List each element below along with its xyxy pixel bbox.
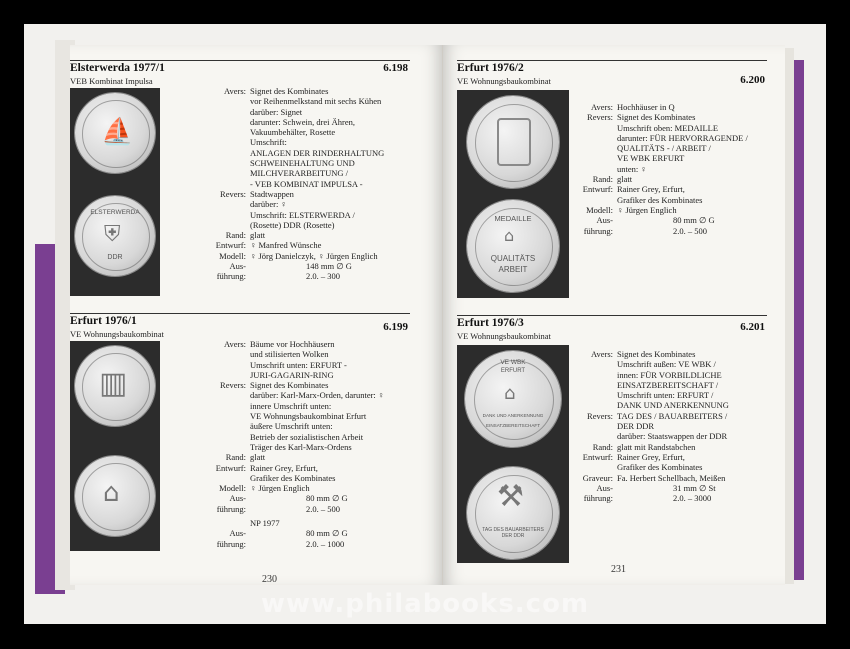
detail-row bbox=[200, 349, 384, 359]
detail-value: innen: FÜR VORBILDLICHE bbox=[617, 369, 722, 380]
detail-label bbox=[200, 137, 250, 147]
coin-inscription: TAG DES BAUARBEITERS DER DDR bbox=[482, 527, 544, 539]
detail-row bbox=[200, 220, 384, 230]
detail-label bbox=[200, 518, 250, 528]
detail-value: darüber: Staatswappen der DDR bbox=[617, 431, 728, 442]
detail-value: Umschrift unten: ERFURT - bbox=[250, 359, 347, 370]
coin-inscription: ERFURT bbox=[500, 368, 526, 374]
detail-row bbox=[200, 401, 384, 411]
detail-label: Avers: bbox=[223, 86, 246, 96]
detail-row bbox=[200, 210, 384, 220]
detail-value: 80 mm ∅ G bbox=[306, 493, 348, 504]
detail-row bbox=[200, 251, 384, 261]
detail-value: 80 mm ∅ G bbox=[306, 528, 348, 539]
detail-label bbox=[200, 158, 250, 168]
entry-subtitle: VEB Kombinat Impulsa bbox=[70, 76, 153, 86]
header-rule bbox=[70, 313, 410, 314]
detail-row bbox=[200, 473, 384, 483]
detail-value: EINSATZBEREITSCHAFT / bbox=[617, 379, 719, 390]
detail-row bbox=[567, 400, 729, 410]
coin-inscription: VE WBK bbox=[500, 359, 526, 366]
coin-reverse bbox=[75, 456, 155, 536]
detail-label bbox=[200, 349, 250, 359]
detail-row bbox=[567, 370, 729, 380]
detail-value: Umschrift: ELSTERWERDA / bbox=[250, 209, 355, 220]
detail-label bbox=[200, 370, 250, 380]
detail-row bbox=[200, 452, 384, 462]
entry-details bbox=[567, 349, 729, 503]
detail-row bbox=[200, 148, 384, 158]
detail-value: darunter: FÜR HERVORRAGENDE / bbox=[617, 132, 748, 143]
ship-icon: ⛵ bbox=[101, 117, 134, 147]
detail-row bbox=[200, 86, 384, 96]
detail-row bbox=[567, 123, 748, 133]
detail-label bbox=[200, 360, 250, 370]
detail-label bbox=[567, 431, 617, 441]
detail-value: - VEB KOMBINAT IMPULSA - bbox=[250, 178, 363, 189]
detail-row bbox=[567, 380, 729, 390]
detail-row bbox=[567, 349, 729, 359]
detail-label bbox=[567, 370, 617, 380]
entry-title: Erfurt 1976/2 bbox=[457, 62, 524, 74]
detail-value: MILCHVERARBEITUNG / bbox=[250, 168, 348, 179]
entry-number: 6.198 bbox=[383, 62, 408, 74]
detail-label: führung: bbox=[216, 271, 246, 282]
coin-inscription: ARBEIT bbox=[498, 265, 528, 274]
detail-label bbox=[567, 400, 617, 410]
building-icon: ▥ bbox=[99, 366, 128, 401]
entry-title: Erfurt 1976/3 bbox=[457, 317, 524, 329]
detail-label: Revers: bbox=[220, 188, 246, 199]
detail-row bbox=[200, 339, 384, 349]
detail-row bbox=[200, 158, 384, 168]
entry-subtitle: VE Wohnungsbaukombinat bbox=[457, 331, 551, 341]
detail-value: VE Wohnungsbaukombinat Erfurt bbox=[250, 411, 367, 422]
coin-inscription: DANK UND ANERKENNUNG bbox=[482, 413, 544, 418]
coin-inscription: QUALITÄTS bbox=[490, 254, 536, 263]
detail-label bbox=[567, 153, 617, 163]
detail-row bbox=[200, 360, 384, 370]
detail-value: darüber: Signet bbox=[250, 106, 303, 117]
detail-row bbox=[200, 463, 384, 473]
detail-value: Betrieb der sozialistischen Arbeit bbox=[250, 431, 364, 442]
coin-inscription: DDR bbox=[107, 254, 123, 261]
detail-value: Fa. Herbert Schellbach, Meißen bbox=[617, 472, 726, 483]
detail-value: 2.0. – 300 bbox=[306, 271, 340, 282]
detail-label: Avers: bbox=[590, 102, 613, 112]
detail-row bbox=[567, 452, 729, 462]
page-number: 231 bbox=[611, 564, 626, 575]
catalog-entry bbox=[457, 315, 767, 570]
detail-row bbox=[200, 504, 384, 514]
coin-obverse bbox=[75, 346, 155, 426]
detail-row bbox=[200, 127, 384, 137]
entry-title: Erfurt 1976/1 bbox=[70, 315, 137, 327]
detail-row bbox=[200, 493, 384, 503]
detail-label: Avers: bbox=[223, 339, 246, 349]
detail-label: Aus- bbox=[596, 482, 613, 493]
detail-value: Umschrift unten: ERFURT / bbox=[617, 390, 714, 401]
detail-value: glatt bbox=[250, 230, 266, 241]
detail-row bbox=[200, 199, 384, 209]
detail-value: und stilisierten Wolken bbox=[250, 349, 329, 360]
coin-inscription: MEDAILLE bbox=[494, 214, 532, 223]
detail-row bbox=[200, 483, 384, 493]
detail-value: glatt bbox=[617, 174, 633, 185]
detail-label: Graveur: bbox=[582, 472, 613, 483]
detail-value: vor Reihenmelkstand mit sechs Kühen bbox=[250, 96, 382, 107]
coin-photo-panel bbox=[457, 90, 569, 298]
detail-row bbox=[567, 112, 748, 122]
detail-row bbox=[567, 184, 748, 194]
detail-value: äußere Umschrift unten: bbox=[250, 421, 333, 432]
detail-label: Rand: bbox=[592, 441, 613, 452]
detail-label bbox=[567, 421, 617, 431]
detail-value: Vakuumbehälter, Rosette bbox=[250, 127, 336, 138]
detail-row bbox=[567, 442, 729, 452]
detail-value: ♀ Jürgen Englich bbox=[250, 483, 310, 494]
catalog-entry bbox=[457, 60, 767, 315]
detail-label bbox=[200, 220, 250, 230]
detail-value: ♀ Manfred Wünsche bbox=[250, 240, 322, 251]
detail-value: 2.0. – 500 bbox=[673, 225, 707, 236]
detail-label bbox=[200, 210, 250, 220]
header-rule bbox=[457, 315, 767, 316]
detail-value: 2.0. – 1000 bbox=[306, 538, 345, 549]
coin-obverse bbox=[75, 93, 155, 173]
entry-title: Elsterwerda 1977/1 bbox=[70, 62, 165, 74]
detail-value: 2.0. – 3000 bbox=[673, 493, 712, 504]
detail-value: Rainer Grey, Erfurt, bbox=[617, 184, 685, 195]
detail-row bbox=[200, 380, 384, 390]
entry-subtitle: VE Wohnungsbaukombinat bbox=[70, 329, 164, 339]
header-rule bbox=[457, 60, 767, 61]
detail-label bbox=[200, 432, 250, 442]
detail-label bbox=[200, 199, 250, 209]
detail-value: innere Umschrift unten: bbox=[250, 400, 332, 411]
detail-row bbox=[567, 431, 729, 441]
coin-photo-panel bbox=[70, 88, 160, 296]
detail-label bbox=[567, 164, 617, 174]
detail-row bbox=[200, 432, 384, 442]
detail-value: ♀ Jürgen Englich bbox=[617, 204, 677, 215]
detail-row bbox=[200, 528, 384, 538]
detail-row bbox=[567, 473, 729, 483]
detail-value: TAG DES / BAUARBEITERS / bbox=[617, 410, 728, 421]
coin-obverse bbox=[465, 351, 561, 447]
detail-value: darüber: Karl-Marx-Orden, darunter: ♀ bbox=[250, 390, 385, 401]
catalog-entry bbox=[70, 313, 410, 573]
detail-label: Revers: bbox=[587, 410, 613, 421]
detail-label: Rand: bbox=[225, 230, 246, 241]
coin-photo-panel bbox=[457, 345, 569, 563]
detail-label bbox=[200, 148, 250, 158]
detail-label bbox=[200, 473, 250, 483]
detail-label bbox=[200, 127, 250, 137]
detail-value: darunter: Schwein, drei Ähren, bbox=[250, 116, 356, 127]
detail-label: Aus- bbox=[596, 215, 613, 226]
detail-value: Träger des Karl-Marx-Ordens bbox=[250, 441, 352, 452]
detail-label bbox=[567, 390, 617, 400]
detail-value: glatt bbox=[250, 452, 266, 463]
detail-row bbox=[200, 230, 384, 240]
detail-label bbox=[567, 462, 617, 472]
detail-row bbox=[200, 370, 384, 380]
detail-row bbox=[200, 421, 384, 431]
detail-label: Rand: bbox=[225, 452, 246, 463]
detail-label: führung: bbox=[583, 225, 613, 236]
detail-value: 80 mm ∅ G bbox=[673, 215, 715, 226]
coin-reverse bbox=[75, 196, 155, 276]
detail-value: Umschrift: bbox=[250, 137, 287, 148]
detail-row bbox=[200, 442, 384, 452]
coin-inscription: EINSATZBEREITSCHAFT bbox=[485, 423, 541, 428]
detail-value: Rainer Grey, Erfurt, bbox=[617, 451, 685, 462]
detail-label bbox=[567, 380, 617, 390]
detail-row bbox=[567, 205, 748, 215]
right-page bbox=[443, 45, 785, 585]
detail-row bbox=[567, 153, 748, 163]
detail-label bbox=[200, 442, 250, 452]
detail-value: DER DDR bbox=[617, 421, 655, 432]
detail-value: Signet des Kombinates bbox=[617, 112, 696, 123]
detail-value: Grafiker des Kombinates bbox=[250, 472, 336, 483]
detail-label: Modell: bbox=[219, 483, 246, 494]
coin-obverse bbox=[467, 96, 559, 188]
detail-row bbox=[567, 483, 729, 493]
detail-label: führung: bbox=[583, 493, 613, 504]
detail-row bbox=[567, 411, 729, 421]
detail-label: führung: bbox=[216, 538, 246, 549]
detail-value: SCHWEINEHALTUNG UND bbox=[250, 158, 355, 169]
q-symbol-icon bbox=[497, 118, 531, 166]
header-rule bbox=[70, 60, 410, 61]
detail-label: Entwurf: bbox=[215, 240, 246, 251]
detail-label bbox=[200, 96, 250, 106]
detail-row bbox=[567, 493, 729, 503]
detail-value: DANK UND ANERKENNUNG bbox=[617, 400, 729, 411]
detail-label bbox=[200, 107, 250, 117]
detail-row bbox=[567, 174, 748, 184]
entry-number: 6.199 bbox=[383, 321, 408, 333]
coin-reverse bbox=[467, 467, 559, 559]
detail-row bbox=[567, 226, 748, 236]
detail-row bbox=[200, 179, 384, 189]
detail-label: Revers: bbox=[587, 112, 613, 123]
detail-row bbox=[200, 107, 384, 117]
detail-label: Revers: bbox=[220, 380, 246, 391]
detail-label bbox=[200, 390, 250, 400]
detail-row bbox=[567, 462, 729, 472]
signet-icon: ⌂ bbox=[103, 478, 120, 508]
detail-value: ANLAGEN DER RINDERHALTUNG bbox=[250, 147, 385, 158]
catalog-entry bbox=[70, 60, 410, 310]
detail-value: VE WBK ERFURT bbox=[617, 153, 685, 164]
detail-value: Umschrift oben: MEDAILLE bbox=[617, 122, 719, 133]
detail-value: JURI-GAGARIN-RING bbox=[250, 369, 334, 380]
detail-value: QUALITÄTS - / ARBEIT / bbox=[617, 143, 711, 154]
entry-number: 6.200 bbox=[740, 74, 765, 86]
detail-row bbox=[200, 411, 384, 421]
detail-row bbox=[567, 390, 729, 400]
detail-row bbox=[200, 96, 384, 106]
entry-number: 6.201 bbox=[740, 321, 765, 333]
entry-subtitle: VE Wohnungsbaukombinat bbox=[457, 76, 551, 86]
detail-value: unten: ♀ bbox=[617, 163, 647, 174]
detail-value: Signet des Kombinates bbox=[250, 380, 329, 391]
detail-label: Aus- bbox=[229, 528, 246, 539]
coin-reverse bbox=[467, 200, 559, 292]
detail-row bbox=[200, 240, 384, 250]
detail-label bbox=[200, 421, 250, 431]
detail-label bbox=[567, 123, 617, 133]
detail-value: 2.0. – 500 bbox=[306, 503, 340, 514]
detail-label: Entwurf: bbox=[582, 184, 613, 195]
detail-row bbox=[567, 164, 748, 174]
signet-icon: ⌂ bbox=[504, 383, 516, 404]
detail-row bbox=[200, 189, 384, 199]
detail-label bbox=[200, 411, 250, 421]
detail-value: Rainer Grey, Erfurt, bbox=[250, 462, 318, 473]
page-number: 230 bbox=[262, 574, 277, 585]
detail-label bbox=[567, 359, 617, 369]
detail-label bbox=[200, 117, 250, 127]
detail-row bbox=[200, 271, 384, 281]
state-emblem-icon: ⚒ bbox=[497, 479, 524, 514]
detail-label: Avers: bbox=[590, 349, 613, 359]
detail-row bbox=[200, 518, 384, 528]
detail-row bbox=[200, 261, 384, 271]
coin-photo-panel bbox=[70, 341, 160, 551]
detail-row bbox=[200, 117, 384, 127]
detail-value: (Rosette) DDR (Rosette) bbox=[250, 219, 335, 230]
detail-row bbox=[200, 168, 384, 178]
watermark: www.philabooks.com bbox=[260, 589, 590, 619]
detail-value: Umschrift außen: VE WBK / bbox=[617, 359, 716, 370]
detail-row bbox=[200, 539, 384, 549]
detail-value: Stadtwappen bbox=[250, 188, 294, 199]
detail-label: Modell: bbox=[219, 250, 246, 261]
shield-icon: ⛨ bbox=[104, 222, 121, 247]
detail-value: Signet des Kombinates bbox=[250, 86, 329, 96]
entry-details bbox=[200, 86, 384, 282]
detail-label: Rand: bbox=[592, 174, 613, 185]
detail-label bbox=[567, 195, 617, 205]
detail-row bbox=[200, 137, 384, 147]
detail-row bbox=[567, 133, 748, 143]
entry-details bbox=[200, 339, 384, 549]
detail-value: 148 mm ∅ G bbox=[306, 261, 352, 272]
detail-label: Aus- bbox=[229, 261, 246, 272]
detail-row bbox=[567, 102, 748, 112]
detail-label: Modell: bbox=[586, 204, 613, 215]
detail-value: Hochhäuser in Q bbox=[617, 102, 675, 112]
detail-label bbox=[200, 401, 250, 411]
signet-icon: ⌂ bbox=[504, 226, 515, 245]
detail-label: Entwurf: bbox=[215, 462, 246, 473]
detail-label: Entwurf: bbox=[582, 451, 613, 462]
detail-value: Bäume vor Hochhäusern bbox=[250, 339, 335, 349]
detail-label bbox=[200, 168, 250, 178]
coin-inscription: ELSTERWERDA bbox=[90, 209, 140, 216]
left-page bbox=[70, 45, 443, 585]
detail-value: Grafiker des Kombinates bbox=[617, 462, 703, 473]
detail-value: glatt mit Randstabchen bbox=[617, 441, 696, 452]
detail-label bbox=[567, 133, 617, 143]
detail-row bbox=[567, 421, 729, 431]
entry-details bbox=[567, 102, 748, 236]
detail-value: Grafiker des Kombinates bbox=[617, 194, 703, 205]
detail-label bbox=[567, 143, 617, 153]
detail-value: NP 1977 bbox=[250, 518, 280, 529]
detail-row bbox=[567, 195, 748, 205]
detail-row bbox=[200, 390, 384, 400]
detail-row bbox=[567, 215, 748, 225]
detail-value: 31 mm ∅ St bbox=[673, 482, 716, 493]
detail-value: darüber: ♀ bbox=[250, 199, 287, 210]
detail-label bbox=[200, 179, 250, 189]
detail-label: Aus- bbox=[229, 493, 246, 504]
detail-value: ♀ Jörg Danielczyk, ♀ Jürgen Englich bbox=[250, 250, 378, 261]
detail-value: Signet des Kombinates bbox=[617, 349, 696, 359]
detail-row bbox=[567, 359, 729, 369]
detail-row bbox=[567, 143, 748, 153]
detail-label: führung: bbox=[216, 503, 246, 514]
